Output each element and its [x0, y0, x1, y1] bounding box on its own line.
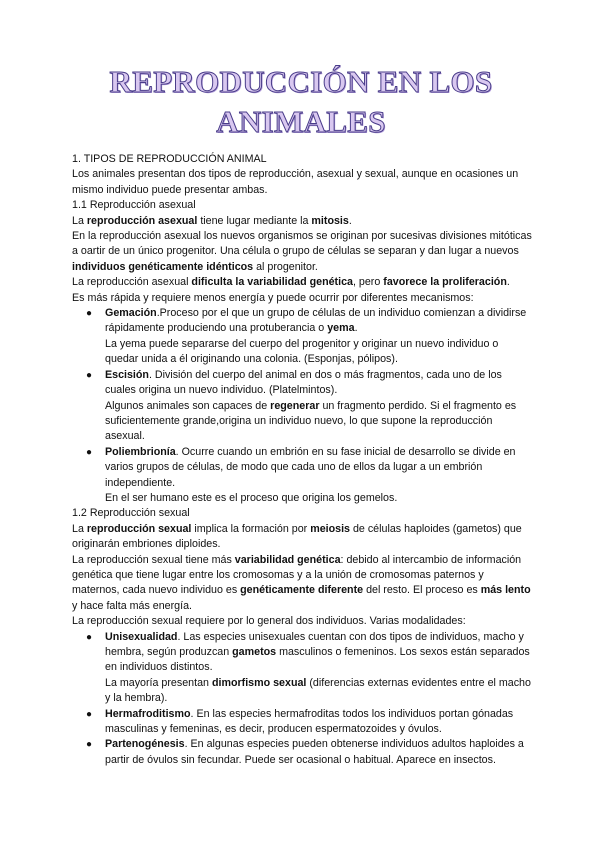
section-1-intro: Los animales presentan dos tipos de reproducción, asexual y sexual, aunque en ocasiones un mismo individuo puede presentar ambas. — [72, 168, 519, 196]
sexual-paragraph-1: La reproducción sexual implica la formación por meiosis de células haploides (gametos) que originarán embriones diploides. — [72, 522, 522, 551]
list-item-poliembrionia: ● Poliembrionía. Ocurre cuando un embrión en su fase inicial de desarrollo se divide en varios grupos de células, de modo que cada uno de ellos da lugar a un embrión independiente. En el ser humano este es el proceso que origina los gemelos. — [72, 445, 532, 507]
list-item-escision: ● Escisión. División del cuerpo del animal en dos o más fragmentos, cada uno de los cuales origina un nuevo individuo. (Platelmintos). Algunos animales son capaces de regenerar un fragmento perdido. Si el fragmento es suficientemente grande,origina un individuo nuevo, lo que supone la reproducción asexual. — [72, 368, 532, 445]
list-item-extra: Algunos animales son capaces de regenerar un fragmento perdido. Si el fragmento es suficientemente grande,origina un individuo nuevo, lo que supone la reproducción asexual. — [105, 399, 517, 443]
list-item-unisexualidad: ● Unisexualidad. Las especies unisexuales cuentan con dos tipos de individuos, macho y hembra, según produzcan gametos masculinos o femeninos. Los sexos están separados en individuos distintos. La mayoría presentan dimorfismo sexual (diferencias externas evidentes entre el macho y la hembra). — [72, 630, 532, 707]
page-title: REPRODUCCIÓN EN LOS ANIMALES — [109, 64, 493, 139]
list-item-extra: En el ser humano este es el proceso que origina los gemelos. — [105, 491, 398, 504]
bullet-icon: ● — [86, 308, 93, 320]
sexual-paragraph-3: La reproducción sexual requiere por lo general dos individuos. Varias modalidades: — [72, 615, 466, 628]
list-item-gemacion: ● Gemación.Proceso por el que un grupo de células de un individuo comienzan a dividirse rápidamente produciendo una protuberancia o yema. La yema puede separarse del cuerpo del progenitor y originar un nuevo individuo o quedar unida a él originando una colonia. (Esponjas, pólipos). — [72, 306, 532, 368]
asexual-paragraph-4: Es más rápida y requiere menos energía y puede ocurrir por diferentes mecanismos: — [72, 291, 474, 304]
sexual-paragraph-2: La reproducción sexual tiene más variabilidad genética: debido al intercambio de información genética que tiene lugar entre los cromosomas y a la unión de cromosomas paternos y maternos, cada nuevo individuo es genéticamente diferente del resto. El proceso es más lento y hace falta más energía. — [72, 553, 531, 612]
bullet-icon: ● — [86, 631, 93, 643]
document-page — [72, 62, 532, 768]
bullet-icon: ● — [86, 369, 93, 381]
list-item-extra: La mayoría presentan dimorfismo sexual (diferencias externas evidentes entre el macho y la hembra). — [105, 676, 531, 705]
list-item-hermafroditismo: ● Hermafroditismo. En las especies hermafroditas todos los individuos portan gónadas masculinas y femeninas, es decir, producen espermatozoides y óvulos. — [86, 707, 514, 736]
asexual-mechanisms-list — [72, 306, 532, 506]
bullet-icon: ● — [86, 446, 93, 458]
section-1-1-heading: 1.1 Reproducción asexual — [72, 199, 196, 212]
asexual-paragraph-3: La reproducción asexual dificulta la variabilidad genética, pero favorece la proliferación. — [72, 276, 510, 289]
sexual-modalities-list — [72, 630, 532, 769]
asexual-paragraph-2: En la reproducción asexual los nuevos organismos se originan por sucesivas divisiones mitóticas a oartir de un único progenitor. Una célula o grupo de células se separan y dan lugar a nuevos individuos genéticamente idénticos al progenitor. — [72, 230, 532, 273]
list-item-extra: La yema puede separarse del cuerpo del progenitor y originar un nuevo individuo o quedar unida a él originando una colonia. (Esponjas, pólipos). — [105, 337, 499, 366]
bullet-icon: ● — [86, 708, 93, 720]
asexual-paragraph-1: La reproducción asexual tiene lugar mediante la mitosis. — [72, 214, 352, 227]
section-1-heading: 1. TIPOS DE REPRODUCCIÓN ANIMAL — [72, 153, 267, 165]
bullet-icon: ● — [86, 739, 93, 751]
section-1-2-heading: 1.2 Reproducción sexual — [72, 507, 190, 520]
list-item-partenogenesis: ● Partenogénesis. En algunas especies pueden obtenerse individuos adultos haploides a partir de óvulos sin fecundar. Puede ser ocasional o habitual. Aparece en insectos. — [86, 738, 524, 766]
